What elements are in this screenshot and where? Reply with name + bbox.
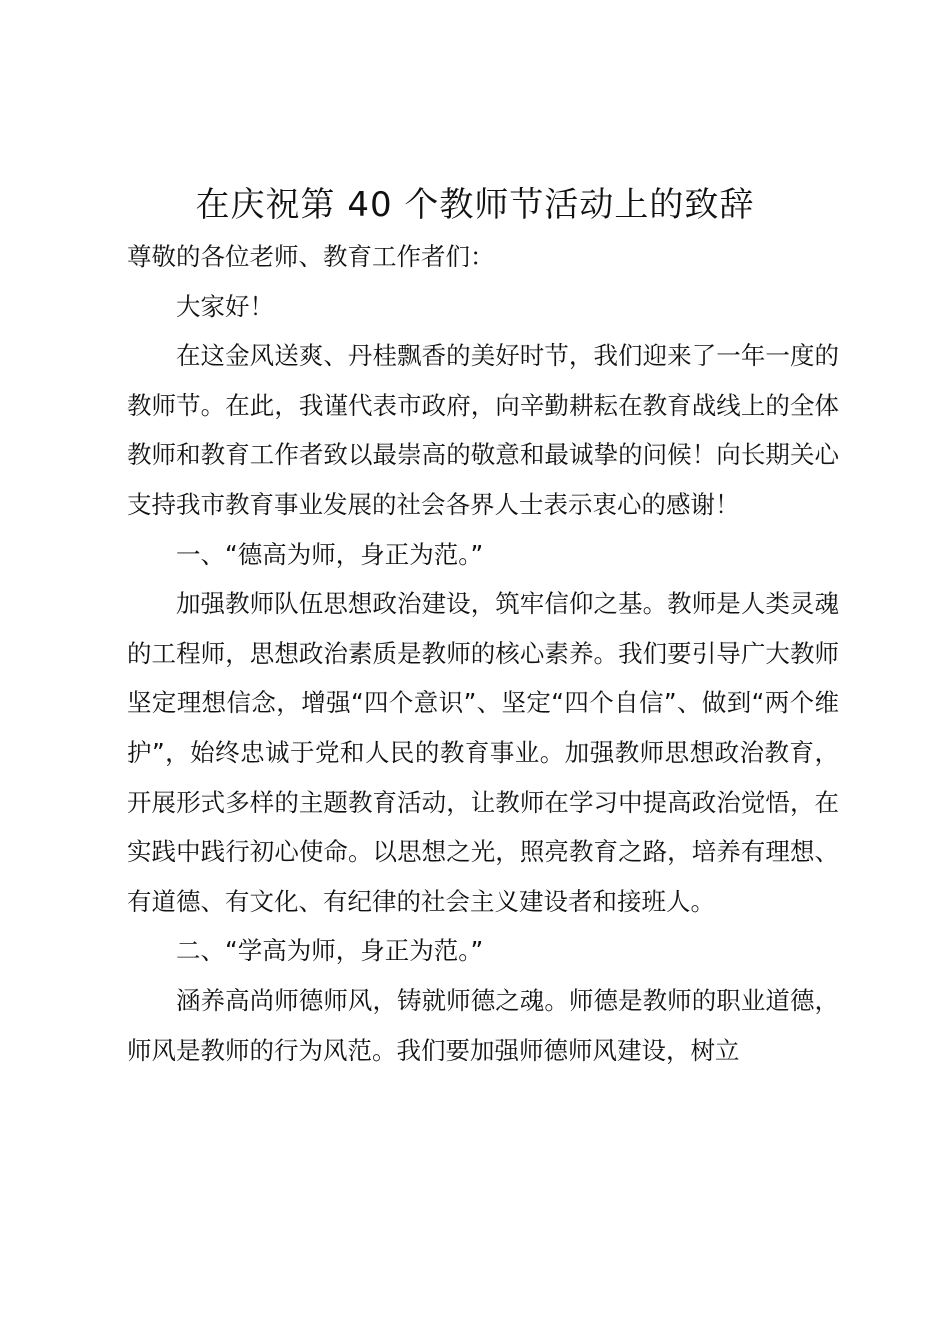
section-heading-2: 二、“学高为师，身正为范。” [176, 936, 484, 966]
document-body [127, 232, 839, 1075]
greeting-paragraph: 大家好！ [176, 291, 274, 321]
section-heading-1: 一、“德高为师，身正为范。” [176, 539, 484, 569]
section-paragraph-2: 涵养高尚师德师风，铸就师德之魂。师德是教师的职业道德，师风是教师的行为风范。我们要加强师德师风建设，树立 [127, 985, 839, 1065]
document-title: 在庆祝第 40 个教师节活动上的致辞 [195, 185, 755, 225]
opening-paragraph: 在这金风送爽、丹桂飘香的美好时节，我们迎来了一年一度的教师节。在此，我谨代表市政府，向辛勤耕耘在教育战线上的全体教师和教育工作者致以最崇高的敬意和最诚挚的问候！向长期关心支持我市教育事业发展的社会各界人士表示衷心的感谢！ [127, 341, 839, 519]
salutation: 尊敬的各位老师、教育工作者们： [127, 242, 495, 271]
section-paragraph-1: 加强教师队伍思想政治建设，筑牢信仰之基。教师是人类灵魂的工程师，思想政治素质是教师的核心素养。我们要引导广大教师坚定理想信念，增强“四个意识”、坚定“四个自信”、做到“两个维护”，始终忠诚于党和人民的教育事业。加强教师思想政治教育，开展形式多样的主题教育活动，让教师在学习中提高政治觉悟，在实践中践行初心使命。以思想之光，照亮教育之路，培养有理想、有道德、有文化、有纪律的社会主义建设者和接班人。 [127, 589, 839, 916]
